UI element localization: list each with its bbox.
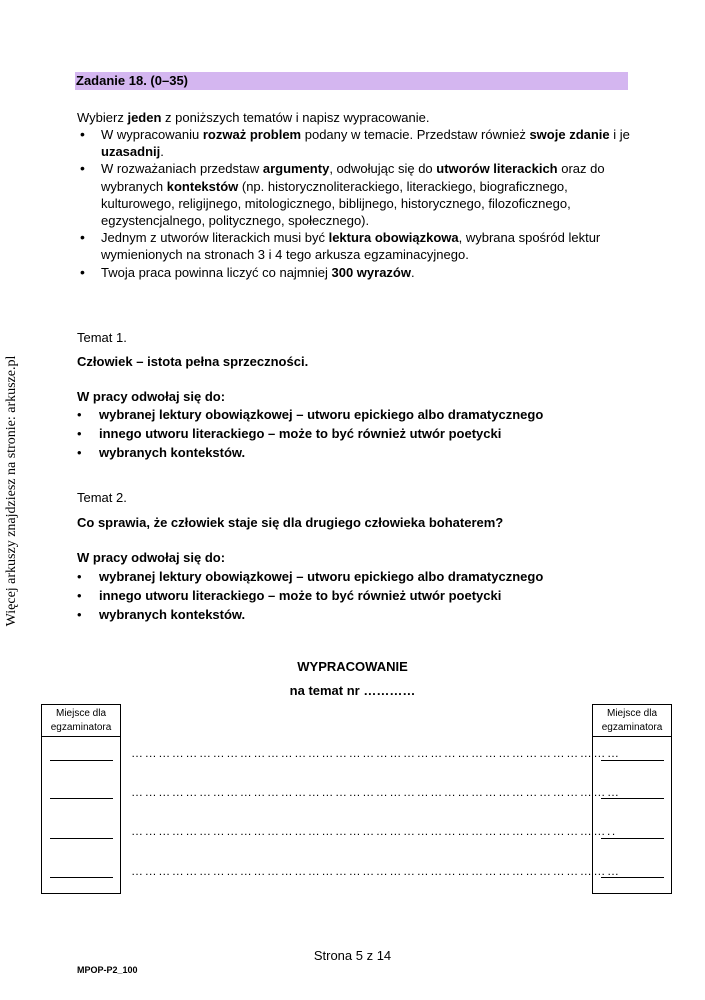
- examiner-box-left: [41, 704, 121, 894]
- text-run: .: [411, 264, 415, 280]
- text-run: i je: [609, 127, 630, 142]
- list-item: • wybranej lektury obowiązkowej – utworu epickiego albo dramatycznego: [77, 405, 543, 424]
- score-line[interactable]: [50, 760, 113, 761]
- text-run: Twoja praca powinna liczyć co najmniej: [101, 264, 332, 280]
- text-run: Wybierz: [77, 110, 128, 125]
- writing-line[interactable]: ………………………………………………………………………………………………: [131, 785, 621, 799]
- text-run: (np. historycznoliterackiego, literackiego, biograficznego, kulturowego, religijnego, mitologicznego, biblijnego, historycznego, filozoficznego, egzystencjalnego, politycznego, społecznego).: [101, 178, 571, 229]
- text-run: W rozważaniach przedstaw: [101, 161, 263, 177]
- text-run: , odwołując się do: [329, 161, 437, 177]
- writing-line[interactable]: ………………………………………………………………………………………………: [131, 864, 621, 878]
- text-run: podany w temacie. Przedstaw również: [301, 127, 530, 142]
- examiner-label: Miejsce dla egzaminatora: [42, 705, 120, 737]
- score-line[interactable]: [601, 838, 664, 839]
- emphasis-text: jeden: [127, 110, 162, 125]
- instruction-list: [77, 126, 637, 281]
- topic2-label: Temat 2.: [77, 490, 127, 505]
- list-item: • wybranych kontekstów.: [77, 443, 543, 462]
- side-watermark: Więcej arkuszy znajdziesz na stronie: arkusze.pl: [4, 355, 19, 627]
- topic1-title: Człowiek – istota pełna sprzeczności.: [77, 354, 309, 369]
- topic2-title: Co sprawia, że człowiek staje się dla drugiego człowieka bohaterem?: [77, 515, 504, 530]
- text-run: oraz do wybranych: [101, 161, 605, 194]
- instruction-item: [77, 126, 637, 160]
- topic1-label: Temat 1.: [77, 330, 127, 345]
- score-line[interactable]: [50, 798, 113, 799]
- emphasis-text: kontekstów: [166, 178, 239, 194]
- score-line[interactable]: [601, 760, 664, 761]
- list-item: • innego utworu literackiego – może to być również utwór poetycki: [77, 424, 543, 443]
- writing-line[interactable]: ………………………………………………………………………………………………: [131, 746, 621, 760]
- page-number: Strona 5 z 14: [313, 948, 392, 963]
- essay-topic-number[interactable]: na temat nr …………: [289, 683, 416, 698]
- text-run: Jednym z utworów literackich musi być: [101, 230, 329, 246]
- text-run: z poniższych tematów i napisz wypracowanie.: [161, 110, 430, 125]
- topic1-refer-heading: W pracy odwołaj się do:: [77, 389, 226, 404]
- task-header: [75, 72, 628, 90]
- topic1-refer-list: [77, 405, 543, 462]
- emphasis-text: rozważ problem: [202, 127, 302, 142]
- score-line[interactable]: [50, 877, 113, 878]
- exam-code: MPOP-P2_100: [77, 965, 138, 975]
- list-item: • wybranej lektury obowiązkowej – utworu epickiego albo dramatycznego: [77, 567, 543, 586]
- examiner-label: Miejsce dla egzaminatora: [593, 705, 671, 737]
- instruction-item: [77, 160, 637, 229]
- topic2-refer-heading: W pracy odwołaj się do:: [77, 550, 226, 565]
- essay-title: WYPRACOWANIE: [297, 659, 408, 674]
- emphasis-text: uzasadnij: [101, 144, 161, 160]
- emphasis-text: lektura obowiązkowa: [328, 230, 459, 246]
- emphasis-text: argumenty: [262, 161, 330, 177]
- task-header-text: Zadanie 18. (0–35): [76, 73, 188, 88]
- list-item: • wybranych kontekstów.: [77, 605, 543, 624]
- topic2-refer-list: [77, 567, 543, 624]
- text-run: .: [160, 144, 164, 160]
- text-run: W wypracowaniu: [101, 127, 203, 142]
- instruction-item: [77, 229, 637, 263]
- task-intro: [77, 109, 429, 126]
- emphasis-text: swoje zdanie: [529, 127, 610, 142]
- list-item: • innego utworu literackiego – może to być również utwór poetycki: [77, 586, 543, 605]
- emphasis-text: 300 wyrazów: [331, 264, 411, 280]
- instruction-item: [77, 264, 637, 281]
- score-line[interactable]: [50, 838, 113, 839]
- emphasis-text: utworów literackich: [436, 161, 558, 177]
- writing-line[interactable]: ……………………………………………………………………………………………..: [131, 824, 617, 838]
- text-run: , wybrana spośród lektur wymienionych na stronach 3 i 4 tego arkusza egzaminacyjnego.: [101, 230, 601, 263]
